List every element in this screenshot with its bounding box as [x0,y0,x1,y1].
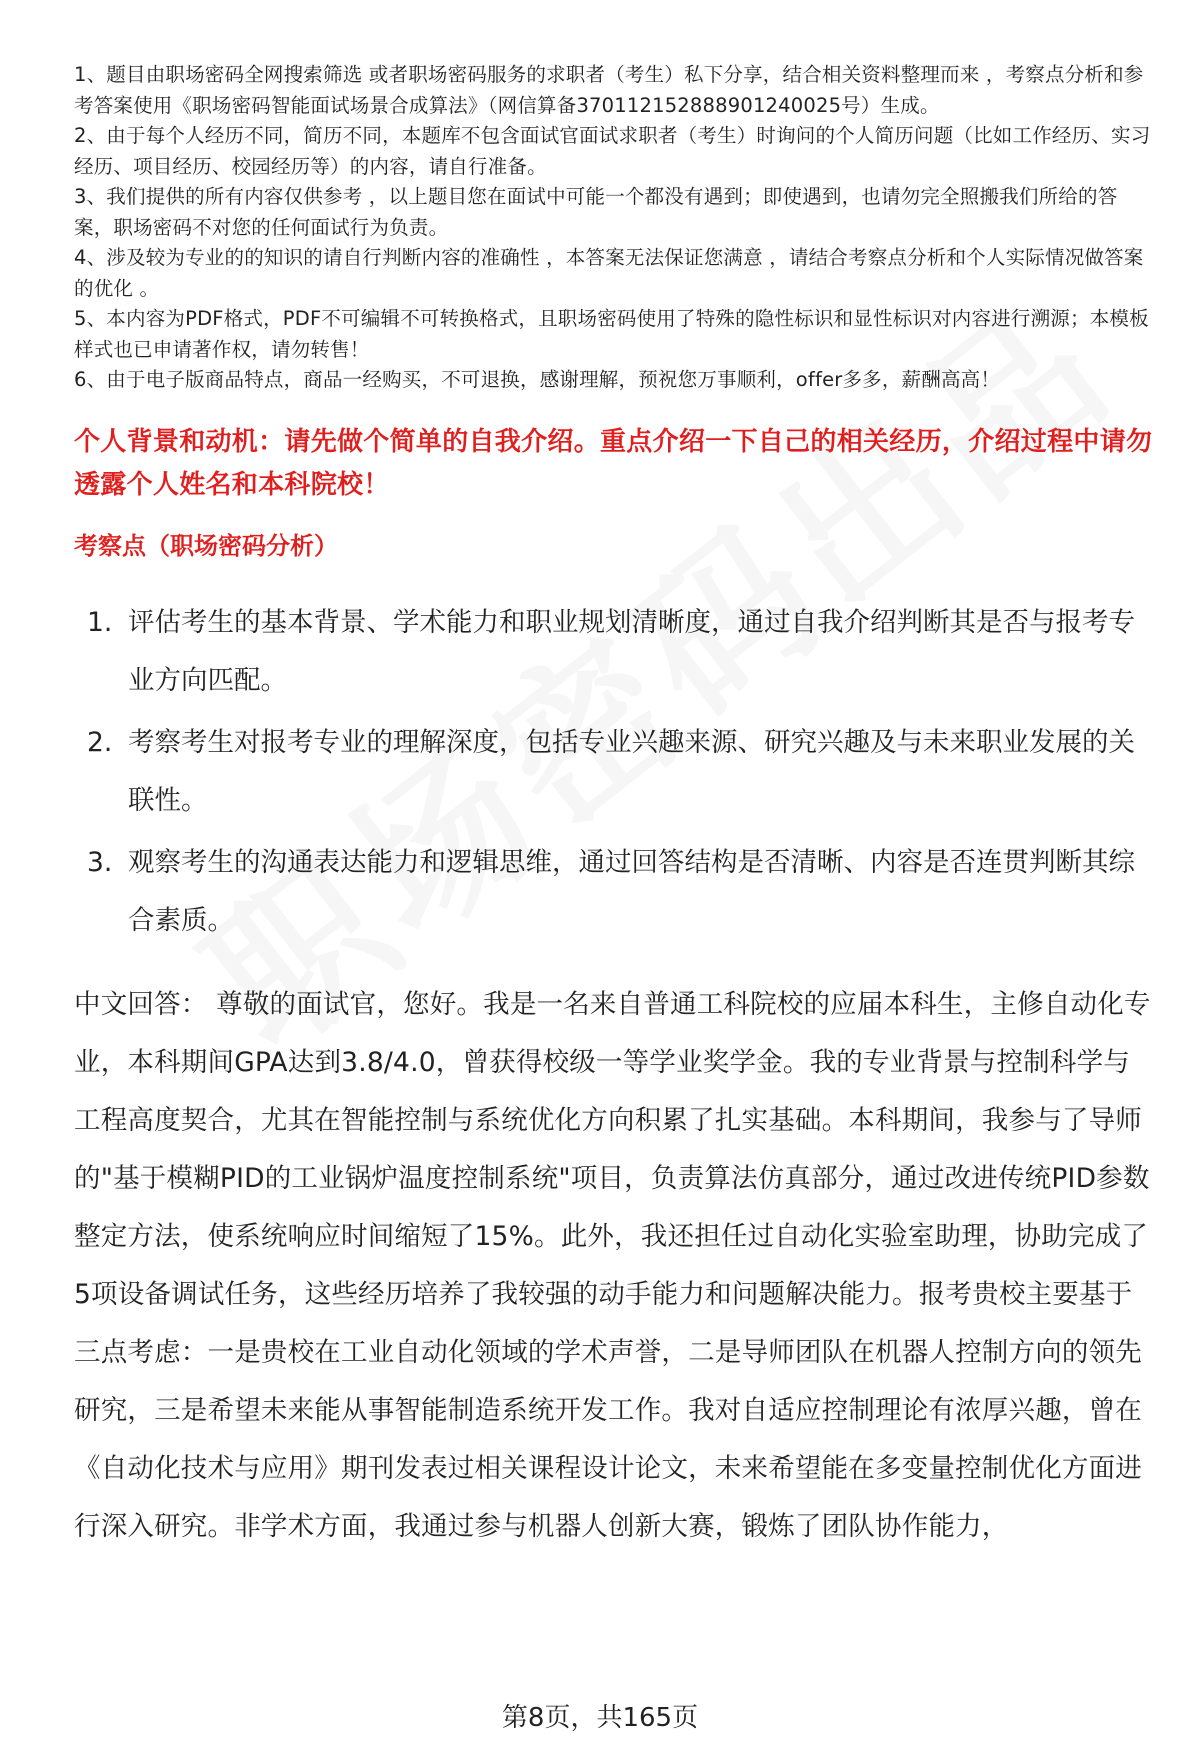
list-text: 考察考生对报考专业的理解深度，包括专业兴趣来源、研究兴趣及与未来职业发展的关联性。 [128,726,1135,816]
notice-item: 3、我们提供的所有内容仅供参考 ，以上题目您在面试中可能一个都没有遇到；即使遇到，也请勿完全照搬我们所给的答案，职场密码不对您的任何面试行为负责。 [74,185,1118,239]
list-item [74,594,1154,710]
list-text: 观察考生的沟通表达能力和逻辑思维，通过回答结构是否清晰、内容是否连贯判断其综合素质。 [128,846,1135,936]
list-number: 1. [87,606,113,638]
page-number: 第8页，共165页 [501,1703,699,1733]
notice-block [74,60,1154,396]
list-item [74,714,1154,830]
question-heading: 个人背景和动机：请先做个简单的自我介绍。重点介绍一下自己的相关经历，介绍过程中请勿透露个人姓名和本科院校！ [74,426,1153,500]
answer-paragraph: 中文回答： 尊敬的面试官，您好。我是一名来自普通工科院校的应届本科生，主修自动化专业，本科期间GPA达到3.8/4.0，曾获得校级一等学业奖学金。我的专业背景与控制科学与工程高度契合，尤其在智能控制与系统优化方向积累了扎实基础。本科期间，我参与了导师的"基于模糊PID的工业锅炉温度控制系统"项目，负责算法仿真部分，通过改进传统PID参数整定方法，使系统响应时间缩短了15%。此外，我还担任过自动化实验室助理，协助完成了5项设备调试任务，这些经历培养了我较强的动手能力和问题解决能力。报考贵校主要基于三点考虑：一是贵校在工业自动化领域的学术声誉，二是导师团队在机器人控制方向的领先研究，三是希望未来能从事智能制造系统开发工作。我对自适应控制理论有浓厚兴趣，曾在《自动化技术与应用》期刊发表过相关课程设计论文，未来希望能在多变量控制优化方面进行深入研究。非学术方面，我通过参与机器人创新大赛，锻炼了团队协作能力， [74,988,1151,1542]
document-page [74,60,1154,1556]
notice-item: 2、由于每个人经历不同，简历不同，本题库不包含面试官面试求职者（考生）时询问的个人简历问题（比如工作经历、实习经历、项目经历、校园经历等）的内容，请自行准备。 [74,124,1151,178]
list-number: 3. [87,846,113,878]
section-title: 考察点（职场密码分析） [74,531,338,560]
notice-item: 4、涉及较为专业的的知识的请自行判断内容的准确性 ，本答案无法保证您满意 ，请结合考察点分析和个人实际情况做答案的优化 。 [74,246,1144,300]
notice-item: 1、题目由职场密码全网搜索筛选 或者职场密码服务的求职者（考生）私下分享，结合相关资料整理而来 ，考察点分析和参考答案使用《职场密码智能面试场景合成算法》（网信算备370112152888901240025号）生成。 [74,63,1144,117]
list-item [74,834,1154,950]
list-number: 2. [87,726,113,758]
list-text: 评估考生的基本背景、学术能力和职业规划清晰度，通过自我介绍判断其是否与报考专业方向匹配。 [128,606,1135,696]
notice-item: 5、本内容为PDF格式，PDF不可编辑不可转换格式，且职场密码使用了特殊的隐性标识和显性标识对内容进行溯源；本模板样式也已申请著作权，请勿转售！ [74,307,1149,361]
points-list [74,594,1154,950]
notice-item: 6、由于电子版商品特点，商品一经购买，不可退换，感谢理解，预祝您万事顺利，offer多多，薪酬高高！ [74,368,1001,391]
